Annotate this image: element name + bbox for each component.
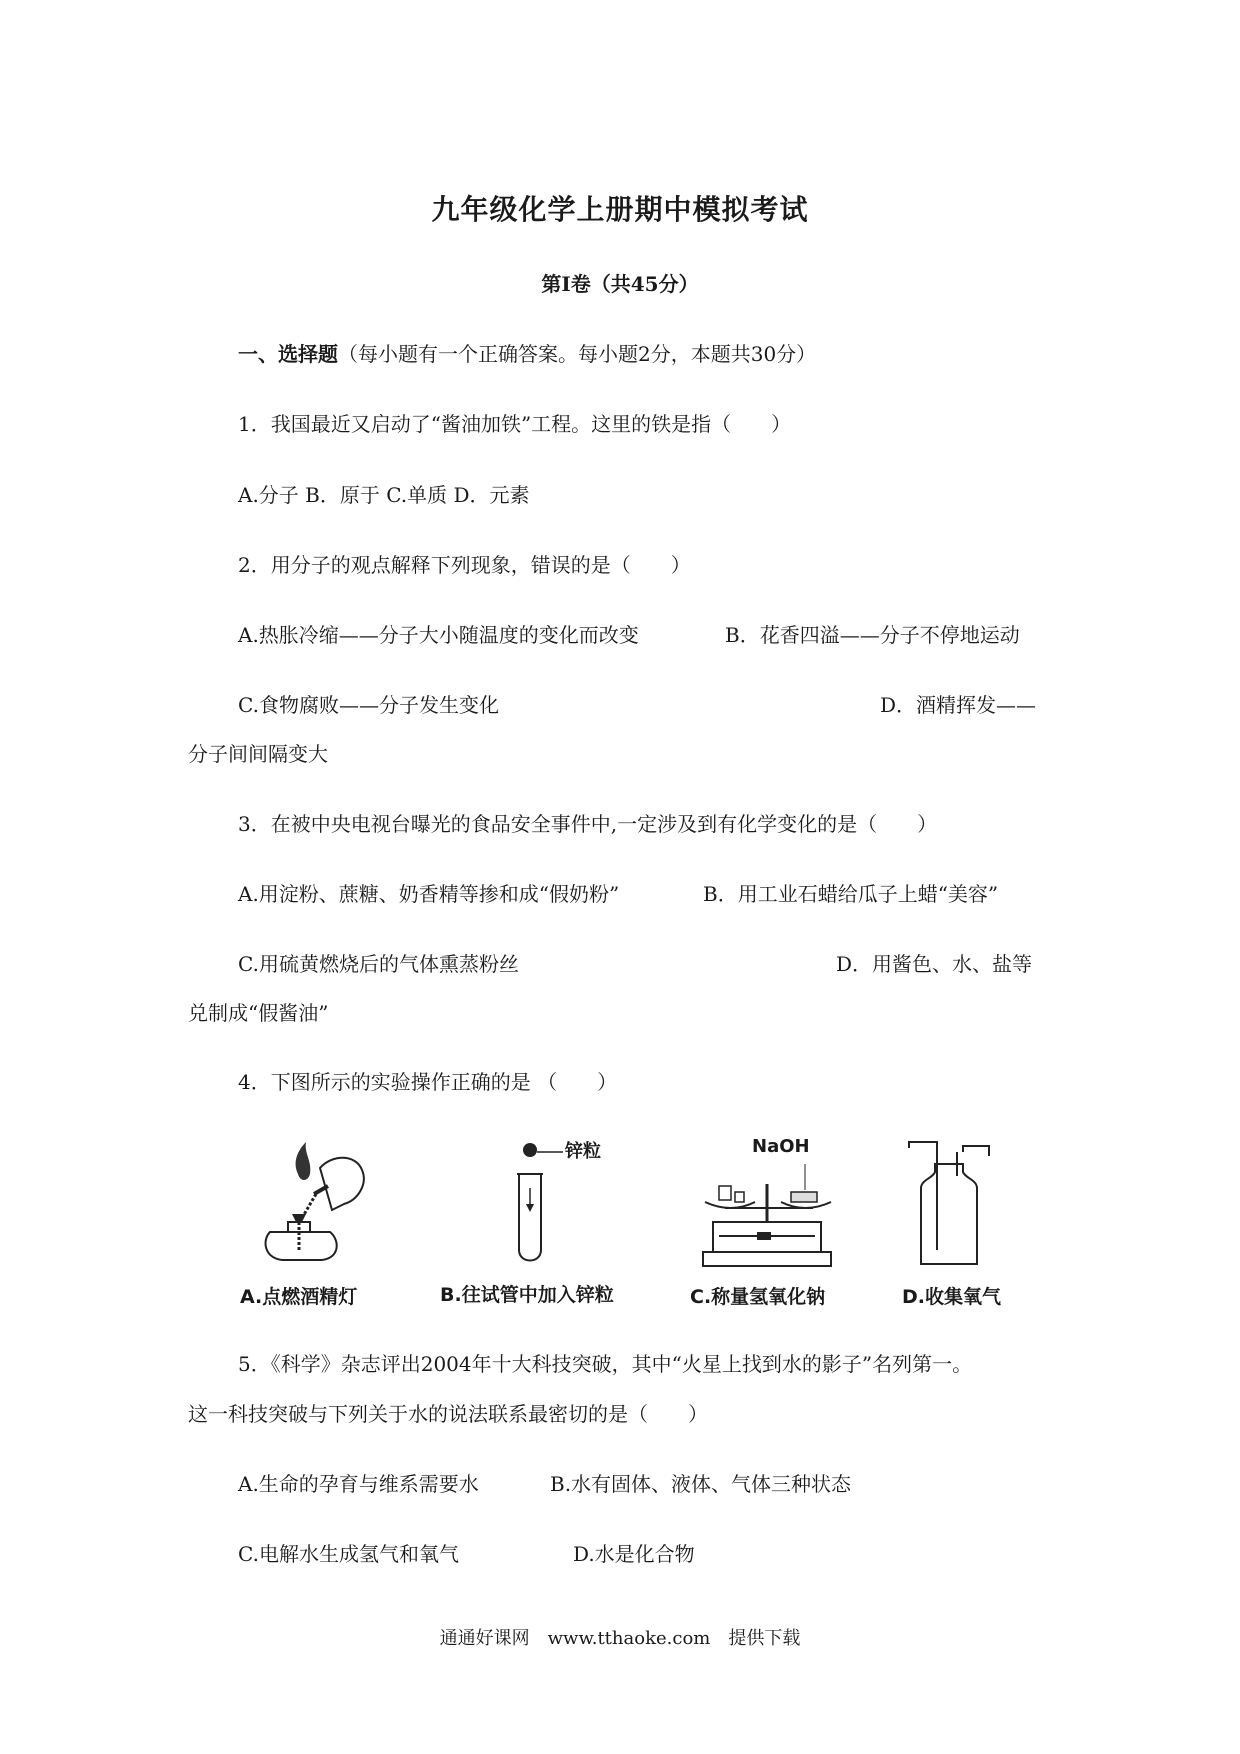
gas-bottle-figure [905,1140,995,1272]
question-2-option-c: C.食物腐败——分子发生变化 [238,693,499,717]
question-2-option-b: B．花香四溢——分子不停地运动 [725,623,1020,647]
question-3-option-a: A.用淀粉、蔗糖、奶香精等掺和成“假奶粉” [238,882,620,906]
question-3-stem: 3．在被中央电视台曝光的食品安全事件中,一定涉及到有化学变化的是（ ） [238,812,938,836]
question-5-option-b: B.水有固体、液体、气体三种状态 [550,1472,852,1496]
page-footer: 通通好课网 www.tthaoke.com 提供下载 [439,1628,801,1649]
question-5-stem-line1: 5．《科学》杂志评出2004年十大科技突破，其中“火星上找到水的影子”名列第一。 [238,1352,973,1376]
section-header [238,340,816,368]
test-tube-figure [505,1138,555,1268]
question-1-stem: 1．我国最近又启动了“酱油加铁”工程。这里的铁是指（ ） [238,412,792,436]
question-1-options: A.分子 B．原于 C.单质 D．元素 [238,483,530,507]
zinc-label-leader [537,1149,563,1155]
figure-d-caption: D.收集氧气 [902,1286,1001,1308]
alcohol-lamp-figure [258,1140,368,1265]
figure-a-caption: A.点燃酒精灯 [240,1286,358,1308]
figure-b-caption: B.往试管中加入锌粒 [440,1284,614,1306]
section-subtitle: 第Ⅰ卷（共45分） [541,272,699,296]
section-heading: 一、选择题 [238,342,338,366]
question-2-option-d-part2: 分子间间隔变大 [188,742,328,766]
question-2-option-a: A.热胀冷缩——分子大小随温度的变化而改变 [238,623,639,647]
figure-b-label: 锌粒 [565,1141,601,1162]
question-5-option-a: A.生命的孕育与维系需要水 [238,1472,479,1496]
question-5-stem-line2: 这一科技突破与下列关于水的说法联系最密切的是（ ） [188,1402,708,1426]
question-5-option-d: D.水是化合物 [573,1542,695,1566]
question-2-option-d-part1: D．酒精挥发—— [880,693,1037,717]
question-3-option-d-part1: D．用酱色、水、盐等 [836,952,1033,976]
question-5-option-c: C.电解水生成氢气和氧气 [238,1542,459,1566]
question-2-stem: 2．用分子的观点解释下列现象，错误的是（ ） [238,553,691,577]
section-note: （每小题有一个正确答案。每小题2分，本题共30分） [338,342,817,366]
question-3-option-c: C.用硫黄燃烧后的气体熏蒸粉丝 [238,952,519,976]
figure-c-caption: C.称量氢氧化钠 [690,1286,826,1308]
figure-c-label: NaOH [752,1136,810,1157]
balance-figure [695,1162,840,1272]
question-4-stem: 4．下图所示的实验操作正确的是 （ ） [238,1070,618,1094]
question-3-option-d-part2: 兑制成“假酱油” [188,1001,329,1025]
page-title: 九年级化学上册期中模拟考试 [431,193,809,226]
question-3-option-b: B．用工业石蜡给瓜子上蜡“美容” [703,882,999,906]
